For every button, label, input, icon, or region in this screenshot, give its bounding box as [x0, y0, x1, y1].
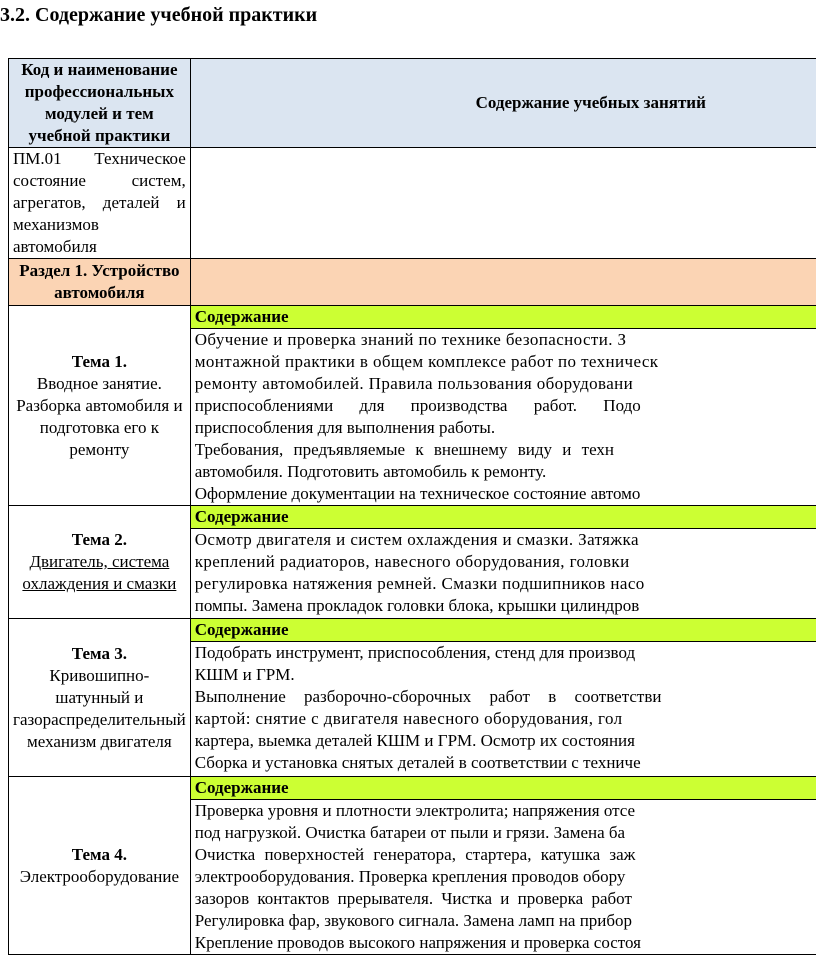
content-line: креплений радиаторов, навесного оборудования, головки [191, 551, 816, 573]
content-line: Подобрать инструмент, приспособления, стенд для производ [191, 642, 816, 664]
content-line: Крепление проводов высокого напряжения и проверка состоя [191, 932, 816, 954]
content-line: Очистка поверхностей генератора, стартера, катушка заж [191, 844, 816, 866]
section-heading: 3.2. Содержание учебной практики [0, 4, 317, 27]
content-line: Требования, предъявляемые к внешнему виду и техн [191, 439, 816, 461]
topic-content-cell [190, 506, 816, 619]
content-line: Регулировка фар, звукового сигнала. Замена ламп на прибор [191, 910, 816, 932]
content-line: Оформление документации на техническое состояние автомо [191, 483, 816, 505]
pm-cell: ПМ.01 Техническое состояние систем, агрегатов, деталей и механизмов автомобиля [9, 148, 191, 259]
content-line: зазоров контактов прерывателя. Чистка и проверка работ [191, 888, 816, 910]
topic-name: Вводное занятие. Разборка автомобиля и подготовка его к ремонту [16, 374, 182, 459]
topic-title: Тема 4. [13, 844, 186, 866]
content-line: регулировка натяжения ремней. Смазки подшипников насо [191, 573, 816, 595]
pm-row [9, 148, 816, 259]
header-content-cell: Содержание учебных занятий [190, 59, 816, 148]
content-line: приспособления для выполнения работы. [191, 417, 816, 439]
topic-title: Тема 2. [13, 529, 186, 551]
topic-row [9, 619, 816, 777]
content-label: Содержание [191, 777, 816, 800]
content-line: электрооборудования. Проверка крепления проводов обору [191, 866, 816, 888]
content-line: приспособлениями для производства работ. Подо [191, 395, 816, 417]
content-label: Содержание [191, 306, 816, 329]
pm-content-cell [190, 148, 816, 259]
content-line: монтажной практики в общем комплексе работ по техническ [191, 351, 816, 373]
content-line: Выполнение разборочно-сборочных работ в соответстви [191, 686, 816, 708]
topic-cell [9, 619, 191, 777]
topic-name: Двигатель, система охлаждения и смазки [22, 552, 176, 593]
content-line: Осмотр двигателя и систем охлаждения и смазки. Затяжка [191, 529, 816, 551]
section-title-cell: Раздел 1. Устройство автомобиля [9, 259, 191, 306]
content-line: автомобиля. Подготовить автомобиль к ремонту. [191, 461, 816, 483]
content-line: помпы. Замена прокладок головки блока, крышки цилиндров [191, 595, 816, 617]
content-label: Содержание [191, 619, 816, 642]
content-line: Проверка уровня и плотности электролита; напряжения отсе [191, 800, 816, 822]
topic-content-cell [190, 777, 816, 955]
topic-row [9, 306, 816, 506]
topic-content-cell [190, 306, 816, 506]
content-label: Содержание [191, 506, 816, 529]
topic-title: Тема 1. [13, 351, 186, 373]
content-line: Сборка и установка снятых деталей в соответствии с техниче [191, 752, 816, 774]
content-line: Обучение и проверка знаний по технике безопасности. З [191, 329, 816, 351]
topic-row [9, 506, 816, 619]
topic-cell [9, 506, 191, 619]
content-line: ремонту автомобилей. Правила пользования оборудовани [191, 373, 816, 395]
section-row [9, 259, 816, 306]
table-header-row [9, 59, 816, 148]
content-line: КШМ и ГРМ. [191, 664, 816, 686]
content-line: картера, выемка деталей КШМ и ГРМ. Осмотр их состояния [191, 730, 816, 752]
topic-cell [9, 777, 191, 955]
topic-cell [9, 306, 191, 506]
topic-title: Тема 3. [13, 643, 186, 665]
practice-content-table [8, 58, 816, 955]
topic-row [9, 777, 816, 955]
header-modules-cell: Код и наименование профессиональных модулей и тем учебной практики [9, 59, 191, 148]
section-empty-cell [190, 259, 816, 306]
topic-content-cell [190, 619, 816, 777]
topic-name: Электрооборудование [20, 867, 179, 886]
content-line: картой: снятие с двигателя навесного оборудования, гол [191, 708, 816, 730]
content-line: под нагрузкой. Очистка батареи от пыли и грязи. Замена ба [191, 822, 816, 844]
topic-name: Кривошипно-шатунный и газораспределительный механизм двигателя [13, 666, 186, 751]
